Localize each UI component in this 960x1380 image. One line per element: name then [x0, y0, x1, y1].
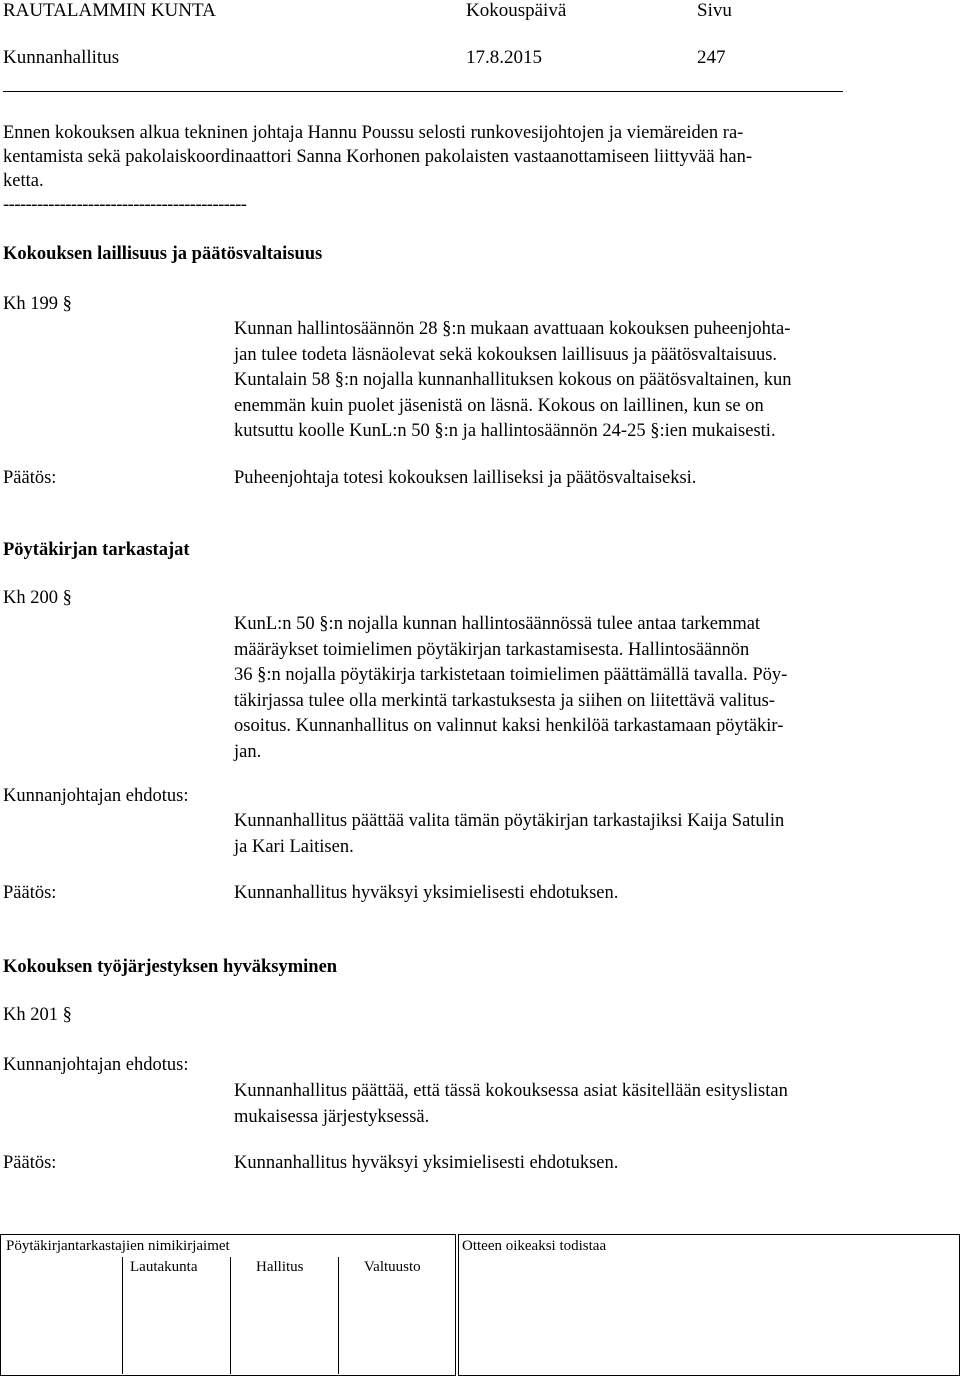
header-rule — [3, 91, 843, 92]
intro-line: Ennen kokouksen alkua tekninen johtaja Hannu Poussu selosti runkovesijohtojen ja viemäreiden ra- — [3, 123, 744, 143]
section-number: Kh 200 § — [3, 588, 72, 608]
column-divider — [122, 1257, 123, 1374]
body-line: 36 §:n nojalla pöytäkirja tarkistetaan toimielimen päättämällä tavalla. Pöy- — [234, 665, 788, 685]
intro-line: kentamista sekä pakolaiskoordinaattori Sanna Korhonen pakolaisten vastaanottamiseen liittyvää han- — [3, 147, 753, 167]
proposal-line: ja Kari Laitisen. — [234, 836, 354, 857]
body-line: osoitus. Kunnanhallitus on valinnut kaksi henkilöä tarkastamaan pöytäkir- — [234, 716, 784, 736]
proposal-label: Kunnanjohtajan ehdotus: — [3, 1055, 189, 1075]
decision-label: Päätös: — [3, 883, 57, 903]
signatures-box — [0, 1234, 456, 1376]
proposal-line: Kunnanhallitus päättää valita tämän pöytäkirjan tarkastajiksi Kaija Satulin — [234, 811, 785, 831]
org-name: RAUTALAMMIN KUNTA — [3, 0, 216, 21]
proposal-body — [234, 1079, 894, 1130]
page-number: 247 — [697, 47, 726, 68]
certified-label: Otteen oikeaksi todistaa — [462, 1238, 607, 1254]
meeting-date: 17.8.2015 — [466, 47, 542, 68]
decision-label: Päätös: — [3, 1153, 57, 1173]
proposal-line: mukaisessa järjestyksessä. — [234, 1106, 430, 1127]
body-name: Kunnanhallitus — [3, 47, 120, 68]
intro-paragraph — [3, 121, 953, 193]
body-line: täkirjassa tulee olla merkintä tarkastuksesta ja siihen on liitettävä valitus- — [234, 690, 775, 711]
column-divider — [338, 1257, 339, 1374]
proposal-line: Kunnanhallitus päättää, että tässä kokouksessa asiat käsitellään esityslistan — [234, 1081, 788, 1101]
section-body — [234, 317, 894, 445]
decision-text: Puheenjohtaja totesi kokouksen lailliseksi ja päätösvaltaiseksi. — [234, 468, 697, 488]
separator-line: ------------------------------------------- — [3, 195, 247, 215]
body-line: kutsuttu koolle KunL:n 50 §:n ja hallintosäännön 24-25 §:ien mukaisesti. — [234, 421, 776, 441]
body-line: Kunnan hallintosäännön 28 §:n mukaan avattuaan kokouksen puheenjohta- — [234, 319, 791, 339]
section-heading: Kokouksen laillisuus ja päätösvaltaisuus — [3, 244, 323, 264]
section-number: Kh 199 § — [3, 294, 72, 314]
body-line: jan tulee todeta läsnäolevat sekä kokouksen laillisuus ja päätösvaltaisuus. — [234, 344, 778, 365]
section-number: Kh 201 § — [3, 1005, 72, 1025]
certification-box — [458, 1234, 960, 1376]
body-line: jan. — [234, 741, 262, 762]
section-body — [234, 612, 894, 765]
proposal-body — [234, 809, 894, 860]
body-line: enemmän kuin puolet jäsenistä on läsnä. Kokous on laillinen, kun se on — [234, 395, 764, 416]
body-line: KunL:n 50 §:n nojalla kunnan hallintosäännössä tulee antaa tarkemmat — [234, 614, 761, 634]
column-divider — [230, 1257, 231, 1374]
body-line: määräykset toimielimen pöytäkirjan tarkastamisesta. Hallintosäännön — [234, 639, 750, 660]
signature-column-valtuusto: Valtuusto — [364, 1259, 421, 1275]
proposal-label: Kunnanjohtajan ehdotus: — [3, 786, 189, 806]
intro-line: ketta. — [3, 171, 44, 191]
body-line: Kuntalain 58 §:n nojalla kunnanhallituksen kokous on päätösvaltainen, kun — [234, 370, 792, 390]
decision-text: Kunnanhallitus hyväksyi yksimielisesti ehdotuksen. — [234, 1153, 619, 1173]
decision-text: Kunnanhallitus hyväksyi yksimielisesti ehdotuksen. — [234, 883, 619, 903]
page-label: Sivu — [697, 0, 732, 21]
section-heading: Pöytäkirjan tarkastajat — [3, 540, 190, 560]
signature-column-hallitus: Hallitus — [256, 1259, 304, 1275]
section-heading: Kokouksen työjärjestyksen hyväksyminen — [3, 957, 338, 977]
signature-column-lautakunta: Lautakunta — [130, 1259, 198, 1275]
decision-label: Päätös: — [3, 468, 57, 488]
signatures-label: Pöytäkirjantarkastajien nimikirjaimet — [6, 1238, 230, 1254]
date-label: Kokouspäivä — [466, 0, 567, 21]
